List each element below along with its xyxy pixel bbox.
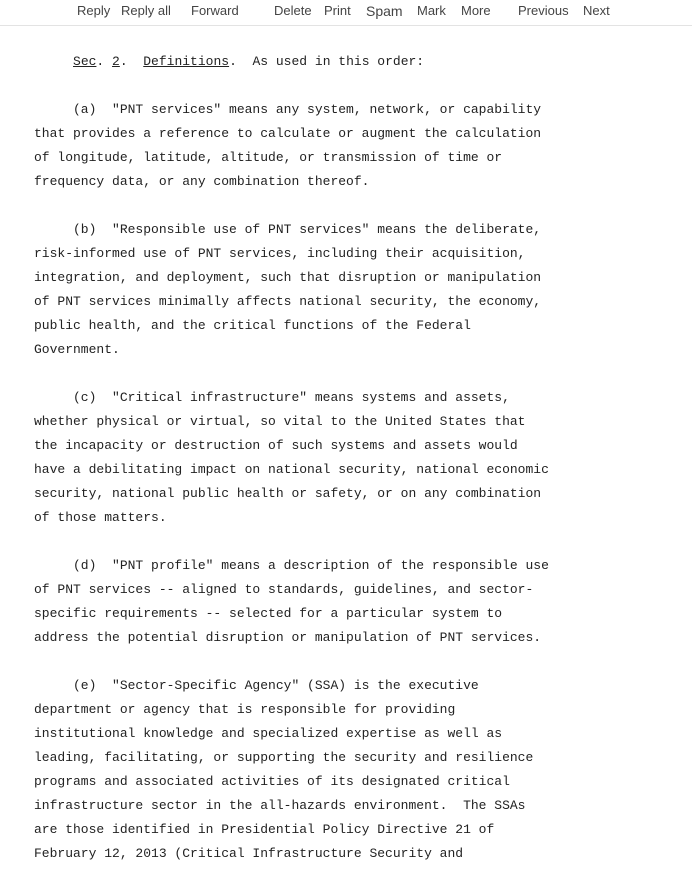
spam-button[interactable]: Spam xyxy=(366,3,403,19)
reply-button[interactable]: Reply xyxy=(77,3,111,18)
sec-separator: . xyxy=(119,54,144,69)
paragraph-a-line: frequency data, or any combination thereof. xyxy=(34,174,370,189)
sec-dot: . xyxy=(96,54,113,69)
paragraph-a-line: (a) "PNT services" means any system, network, or capability xyxy=(34,102,542,117)
paragraph-d-line: address the potential disruption or manipulation of PNT services. xyxy=(34,630,542,645)
paragraph-c-line: of those matters. xyxy=(34,510,167,525)
paragraph-c-line: security, national public health or safety, or on any combination xyxy=(34,486,542,501)
paragraph-d-line: (d) "PNT profile" means a description of the responsible use xyxy=(34,558,549,573)
paragraph-e-line: infrastructure sector in the all-hazards environment. The SSAs xyxy=(34,798,526,813)
paragraph-e-line: are those identified in Presidential Policy Directive 21 of xyxy=(34,822,495,837)
paragraph-a-line: of longitude, latitude, altitude, or transmission of time or xyxy=(34,150,503,165)
spacer xyxy=(34,650,684,674)
sec-number: 2 xyxy=(112,54,120,69)
forward-button[interactable]: Forward xyxy=(191,3,239,18)
paragraph-d-line: of PNT services -- aligned to standards, guidelines, and sector- xyxy=(34,582,534,597)
spacer xyxy=(34,530,684,554)
reply-all-button[interactable]: Reply all xyxy=(121,3,171,18)
paragraph-b-line: public health, and the critical functions of the Federal xyxy=(34,318,471,333)
spacer xyxy=(34,194,684,218)
mark-button[interactable]: Mark xyxy=(417,3,446,18)
sec-label: Sec xyxy=(73,54,97,69)
paragraph-b-line: (b) "Responsible use of PNT services" means the deliberate, xyxy=(34,222,542,237)
paragraph-e-line: department or agency that is responsible for providing xyxy=(34,702,456,717)
definitions-heading: Definitions xyxy=(143,54,230,69)
message-toolbar xyxy=(0,0,692,26)
paragraph-b-line: integration, and deployment, such that disruption or manipulation xyxy=(34,270,542,285)
paragraph-b-line: risk-informed use of PNT services, including their acquisition, xyxy=(34,246,526,261)
spacer xyxy=(34,362,684,386)
message-body xyxy=(34,50,684,866)
paragraph-b-line: of PNT services minimally affects national security, the economy, xyxy=(34,294,542,309)
paragraph-e-line: February 12, 2013 (Critical Infrastructure Security and xyxy=(34,846,464,861)
paragraph-e-line: (e) "Sector-Specific Agency" (SSA) is the executive xyxy=(34,678,479,693)
section-intro: . As used in this order: xyxy=(229,54,425,69)
section-heading xyxy=(34,50,684,74)
print-button[interactable]: Print xyxy=(324,3,351,18)
next-button[interactable]: Next xyxy=(583,3,610,18)
paragraph-c-line: (c) "Critical infrastructure" means systems and assets, xyxy=(34,390,510,405)
paragraph-a-line: that provides a reference to calculate or augment the calculation xyxy=(34,126,542,141)
paragraph-e-line: institutional knowledge and specialized expertise as well as xyxy=(34,726,503,741)
paragraph-e-line: leading, facilitating, or supporting the security and resilience xyxy=(34,750,534,765)
previous-button[interactable]: Previous xyxy=(518,3,569,18)
paragraph-c-line: the incapacity or destruction of such systems and assets would xyxy=(34,438,518,453)
paragraph-c-line: whether physical or virtual, so vital to the United States that xyxy=(34,414,526,429)
paragraph-e-line: programs and associated activities of its designated critical xyxy=(34,774,510,789)
more-button[interactable]: More xyxy=(461,3,491,18)
delete-button[interactable]: Delete xyxy=(274,3,312,18)
spacer xyxy=(34,74,684,98)
paragraph-b-line: Government. xyxy=(34,342,120,357)
paragraph-c-line: have a debilitating impact on national security, national economic xyxy=(34,462,549,477)
paragraph-d-line: specific requirements -- selected for a particular system to xyxy=(34,606,503,621)
